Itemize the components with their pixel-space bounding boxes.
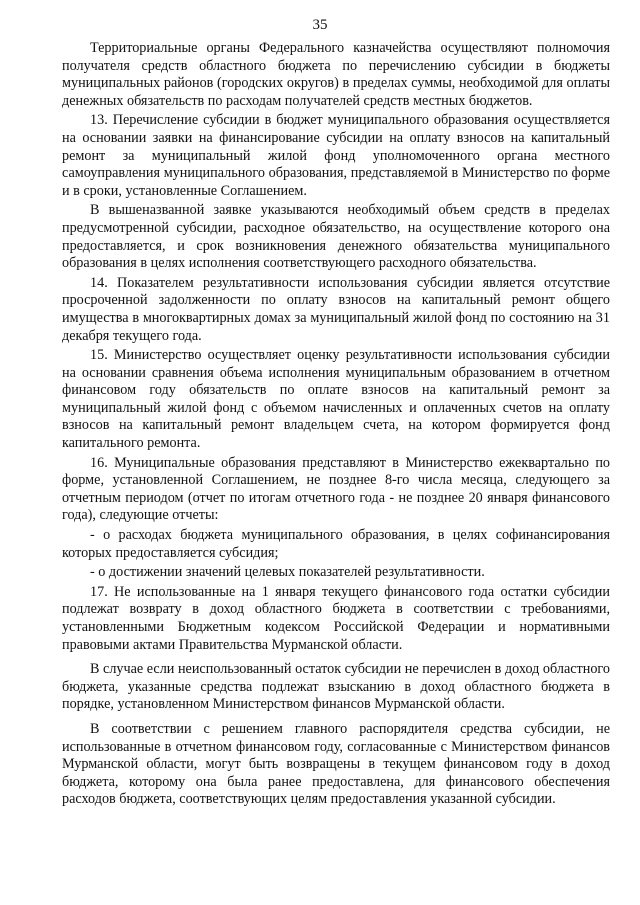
paragraph-14: 14. Показателем результативности использования субсидии является отсутствие просроченной задолженности по оплату взносов на капитальный ремонт общего имущества в многоквартирных домах за муниципальный жилой фонд по состоянию на 31 декабря текущего года. — [62, 274, 610, 344]
list-item-expenses-report: - о расходах бюджета муниципального образования, в целях софинансирования которых предоставляется субсидия; — [62, 527, 610, 561]
paragraph-15: 15. Министерство осуществляет оценку результативности использования субсидии на основании сравнения объема исполнения муниципальным образованием в отчетном финансовом году обязательств по оплате взносов на капитальный ремонт за муниципальный жилой фонд с объемом начисленных и оплаченных счетов на оплату взносов на капитальный ремонт владельцем счета, на котором формируется фонд капитального ремонта. — [62, 347, 610, 452]
paragraph-17: 17. Не использованные на 1 января текущего финансового года остатки субсидии подлежат возврату в доход областного бюджета в соответствии с требованиями, установленными Бюджетным кодексом Российской Федерации и нормативными правовыми актами Правительства Мурманской области. — [62, 583, 610, 653]
paragraph-16: 16. Муниципальные образования представляют в Министерство ежеквартально по форме, установленной Соглашением, не позднее 8-го числа месяца, следующего за отчетным периодом (отчет по итогам отчетного года - не позднее 20 января финансового года), следующие отчеты: — [62, 454, 610, 524]
paragraph-application-contents: В вышеназванной заявке указываются необходимый объем средств в пределах предусмотренной субсидии, расходное обязательство, на осуществление которого она предоставляется, и срок возникновения денежного обязательства муниципального образования в целях исполнения соответствующего расходного обязательства. — [62, 202, 610, 272]
paragraph-13: 13. Перечисление субсидии в бюджет муниципального образования осуществляется на основании заявки на финансирование субсидии на оплату взносов на капитальный ремонт за муниципальный жилой фонд уполномоченного органа местного самоуправления муниципального образования, представляемой в Министерство по форме и в сроки, установленные Соглашением. — [62, 112, 610, 199]
paragraph-return-to-budget: В соответствии с решением главного распорядителя средства субсидии, не использованные в отчетном финансовом году, согласованные с Министерством финансов Мурманской области, могут быть возвращены в текущем финансовом году в доход бюджета, которому она была ранее предоставлена, для финансового обеспечения расходов бюджета, соответствующих целям предоставления указанной субсидии. — [62, 720, 610, 808]
list-item-indicators-report: - о достижении значений целевых показателей результативности. — [90, 564, 485, 581]
page-number: 35 — [312, 17, 328, 33]
paragraph-treasury-powers: Территориальные органы Федерального казначейства осуществляют полномочия получателя средств областного бюджета по перечислению субсидии в бюджеты муниципальных районов (городских округов) в пределах суммы, необходимой для оплаты денежных обязательств по расходам получателей средств местных бюджетов. — [62, 40, 610, 109]
paragraph-unreturned-balance: В случае если неиспользованный остаток субсидии не перечислен в доход областного бюджета, указанные средства подлежат взысканию в доход областного бюджета в порядке, установленном Министерством финансов Мурманской области. — [62, 661, 610, 713]
document-body — [62, 40, 610, 809]
